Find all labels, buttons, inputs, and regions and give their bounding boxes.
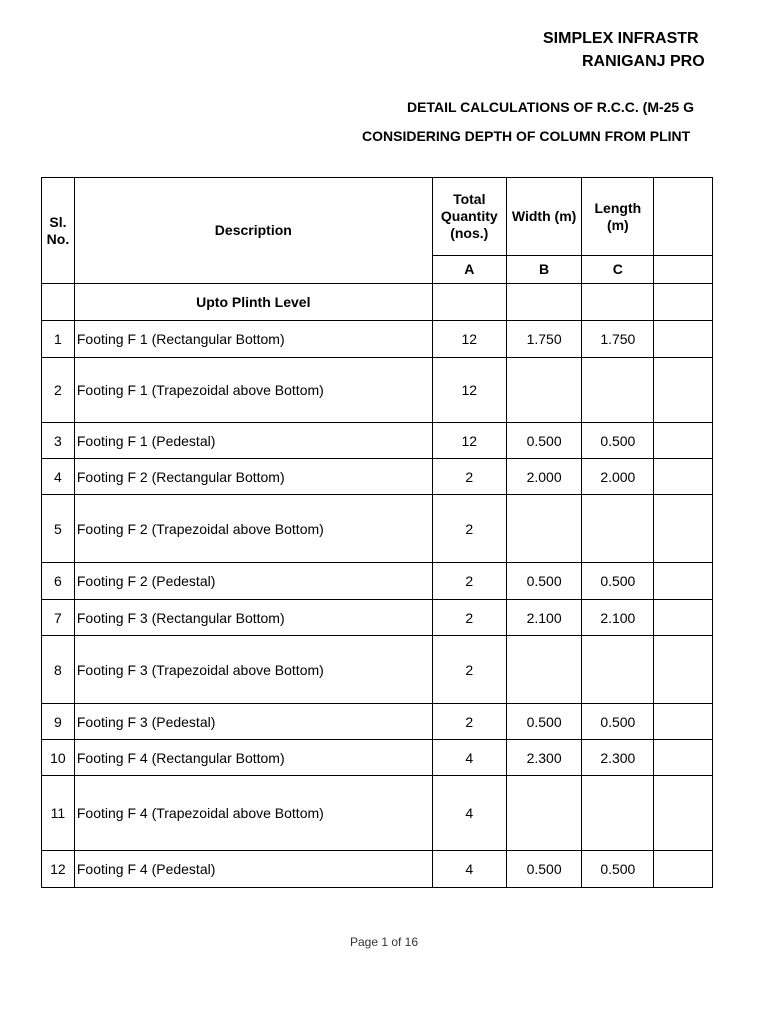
row-length: 2.000	[582, 459, 654, 495]
row-description: Footing F 1 (Trapezoidal above Bottom)	[74, 358, 432, 423]
row-width: 0.500	[506, 423, 582, 459]
row-quantity: 4	[432, 776, 506, 851]
table-row	[42, 776, 713, 851]
section-qty-cell	[432, 284, 506, 321]
row-width	[506, 495, 582, 563]
row-sl-no: 3	[42, 423, 75, 459]
table-row	[42, 563, 713, 600]
row-length	[582, 495, 654, 563]
page-number: Page 1 of 16	[349, 935, 419, 949]
table-row	[42, 636, 713, 704]
row-description: Footing F 4 (Trapezoidal above Bottom)	[74, 776, 432, 851]
row-description: Footing F 2 (Rectangular Bottom)	[74, 459, 432, 495]
table-row	[42, 740, 713, 776]
section-next-cell	[654, 284, 713, 321]
row-quantity: 4	[432, 740, 506, 776]
row-width: 0.500	[506, 563, 582, 600]
row-length: 0.500	[582, 563, 654, 600]
row-width	[506, 776, 582, 851]
row-quantity: 4	[432, 851, 506, 888]
row-quantity: 2	[432, 704, 506, 740]
row-quantity: 12	[432, 423, 506, 459]
table-row	[42, 704, 713, 740]
row-width: 0.500	[506, 851, 582, 888]
row-length: 0.500	[582, 851, 654, 888]
header-sl-no: Sl. No.	[42, 178, 75, 284]
section-sl-cell	[42, 284, 75, 321]
calculation-title: DETAIL CALCULATIONS OF R.C.C. (M-25 G	[407, 99, 694, 115]
column-key-next	[654, 256, 713, 284]
row-length	[582, 358, 654, 423]
header-description: Description	[74, 178, 432, 284]
table-row	[42, 495, 713, 563]
row-description: Footing F 3 (Pedestal)	[74, 704, 432, 740]
column-key-b: B	[506, 256, 582, 284]
row-sl-no: 5	[42, 495, 75, 563]
row-quantity: 12	[432, 321, 506, 358]
row-length	[582, 776, 654, 851]
row-length: 2.300	[582, 740, 654, 776]
project-name: RANIGANJ PRO	[582, 53, 705, 70]
header-next-column	[654, 178, 713, 256]
row-sl-no: 10	[42, 740, 75, 776]
row-next-cell	[654, 704, 713, 740]
row-quantity: 2	[432, 636, 506, 704]
row-description: Footing F 3 (Trapezoidal above Bottom)	[74, 636, 432, 704]
row-quantity: 2	[432, 459, 506, 495]
row-width: 0.500	[506, 704, 582, 740]
table-row	[42, 321, 713, 358]
row-description: Footing F 4 (Pedestal)	[74, 851, 432, 888]
row-sl-no: 2	[42, 358, 75, 423]
section-length-cell	[582, 284, 654, 321]
header-length: Length (m)	[582, 178, 654, 256]
row-length: 0.500	[582, 704, 654, 740]
row-width: 2.300	[506, 740, 582, 776]
row-width: 1.750	[506, 321, 582, 358]
row-description: Footing F 1 (Pedestal)	[74, 423, 432, 459]
row-description: Footing F 2 (Pedestal)	[74, 563, 432, 600]
table-row	[42, 459, 713, 495]
row-next-cell	[654, 423, 713, 459]
header-width: Width (m)	[506, 178, 582, 256]
row-next-cell	[654, 740, 713, 776]
table-header-row	[42, 178, 713, 256]
row-next-cell	[654, 851, 713, 888]
row-description: Footing F 4 (Rectangular Bottom)	[74, 740, 432, 776]
table-row	[42, 600, 713, 636]
section-row	[42, 284, 713, 321]
company-name: SIMPLEX INFRASTR	[543, 30, 699, 47]
row-length: 0.500	[582, 423, 654, 459]
table-row	[42, 851, 713, 888]
row-sl-no: 6	[42, 563, 75, 600]
row-description: Footing F 2 (Trapezoidal above Bottom)	[74, 495, 432, 563]
row-sl-no: 8	[42, 636, 75, 704]
row-width	[506, 358, 582, 423]
row-quantity: 2	[432, 600, 506, 636]
row-description: Footing F 3 (Rectangular Bottom)	[74, 600, 432, 636]
row-sl-no: 1	[42, 321, 75, 358]
row-quantity: 2	[432, 563, 506, 600]
table-row	[42, 358, 713, 423]
section-title: Upto Plinth Level	[74, 284, 432, 321]
row-next-cell	[654, 358, 713, 423]
column-key-a: A	[432, 256, 506, 284]
row-sl-no: 11	[42, 776, 75, 851]
row-sl-no: 12	[42, 851, 75, 888]
calculation-table	[41, 177, 713, 888]
row-quantity: 2	[432, 495, 506, 563]
row-next-cell	[654, 600, 713, 636]
row-length: 1.750	[582, 321, 654, 358]
row-sl-no: 7	[42, 600, 75, 636]
row-next-cell	[654, 776, 713, 851]
row-sl-no: 4	[42, 459, 75, 495]
row-length	[582, 636, 654, 704]
row-description: Footing F 1 (Rectangular Bottom)	[74, 321, 432, 358]
row-next-cell	[654, 495, 713, 563]
row-width: 2.000	[506, 459, 582, 495]
table-row	[42, 423, 713, 459]
column-key-c: C	[582, 256, 654, 284]
row-next-cell	[654, 321, 713, 358]
section-width-cell	[506, 284, 582, 321]
row-quantity: 12	[432, 358, 506, 423]
row-sl-no: 9	[42, 704, 75, 740]
row-width	[506, 636, 582, 704]
row-width: 2.100	[506, 600, 582, 636]
row-next-cell	[654, 459, 713, 495]
calculation-subtitle: CONSIDERING DEPTH OF COLUMN FROM PLINT	[362, 128, 691, 144]
row-length: 2.100	[582, 600, 654, 636]
header-total-quantity: Total Quantity (nos.)	[432, 178, 506, 256]
row-next-cell	[654, 563, 713, 600]
row-next-cell	[654, 636, 713, 704]
